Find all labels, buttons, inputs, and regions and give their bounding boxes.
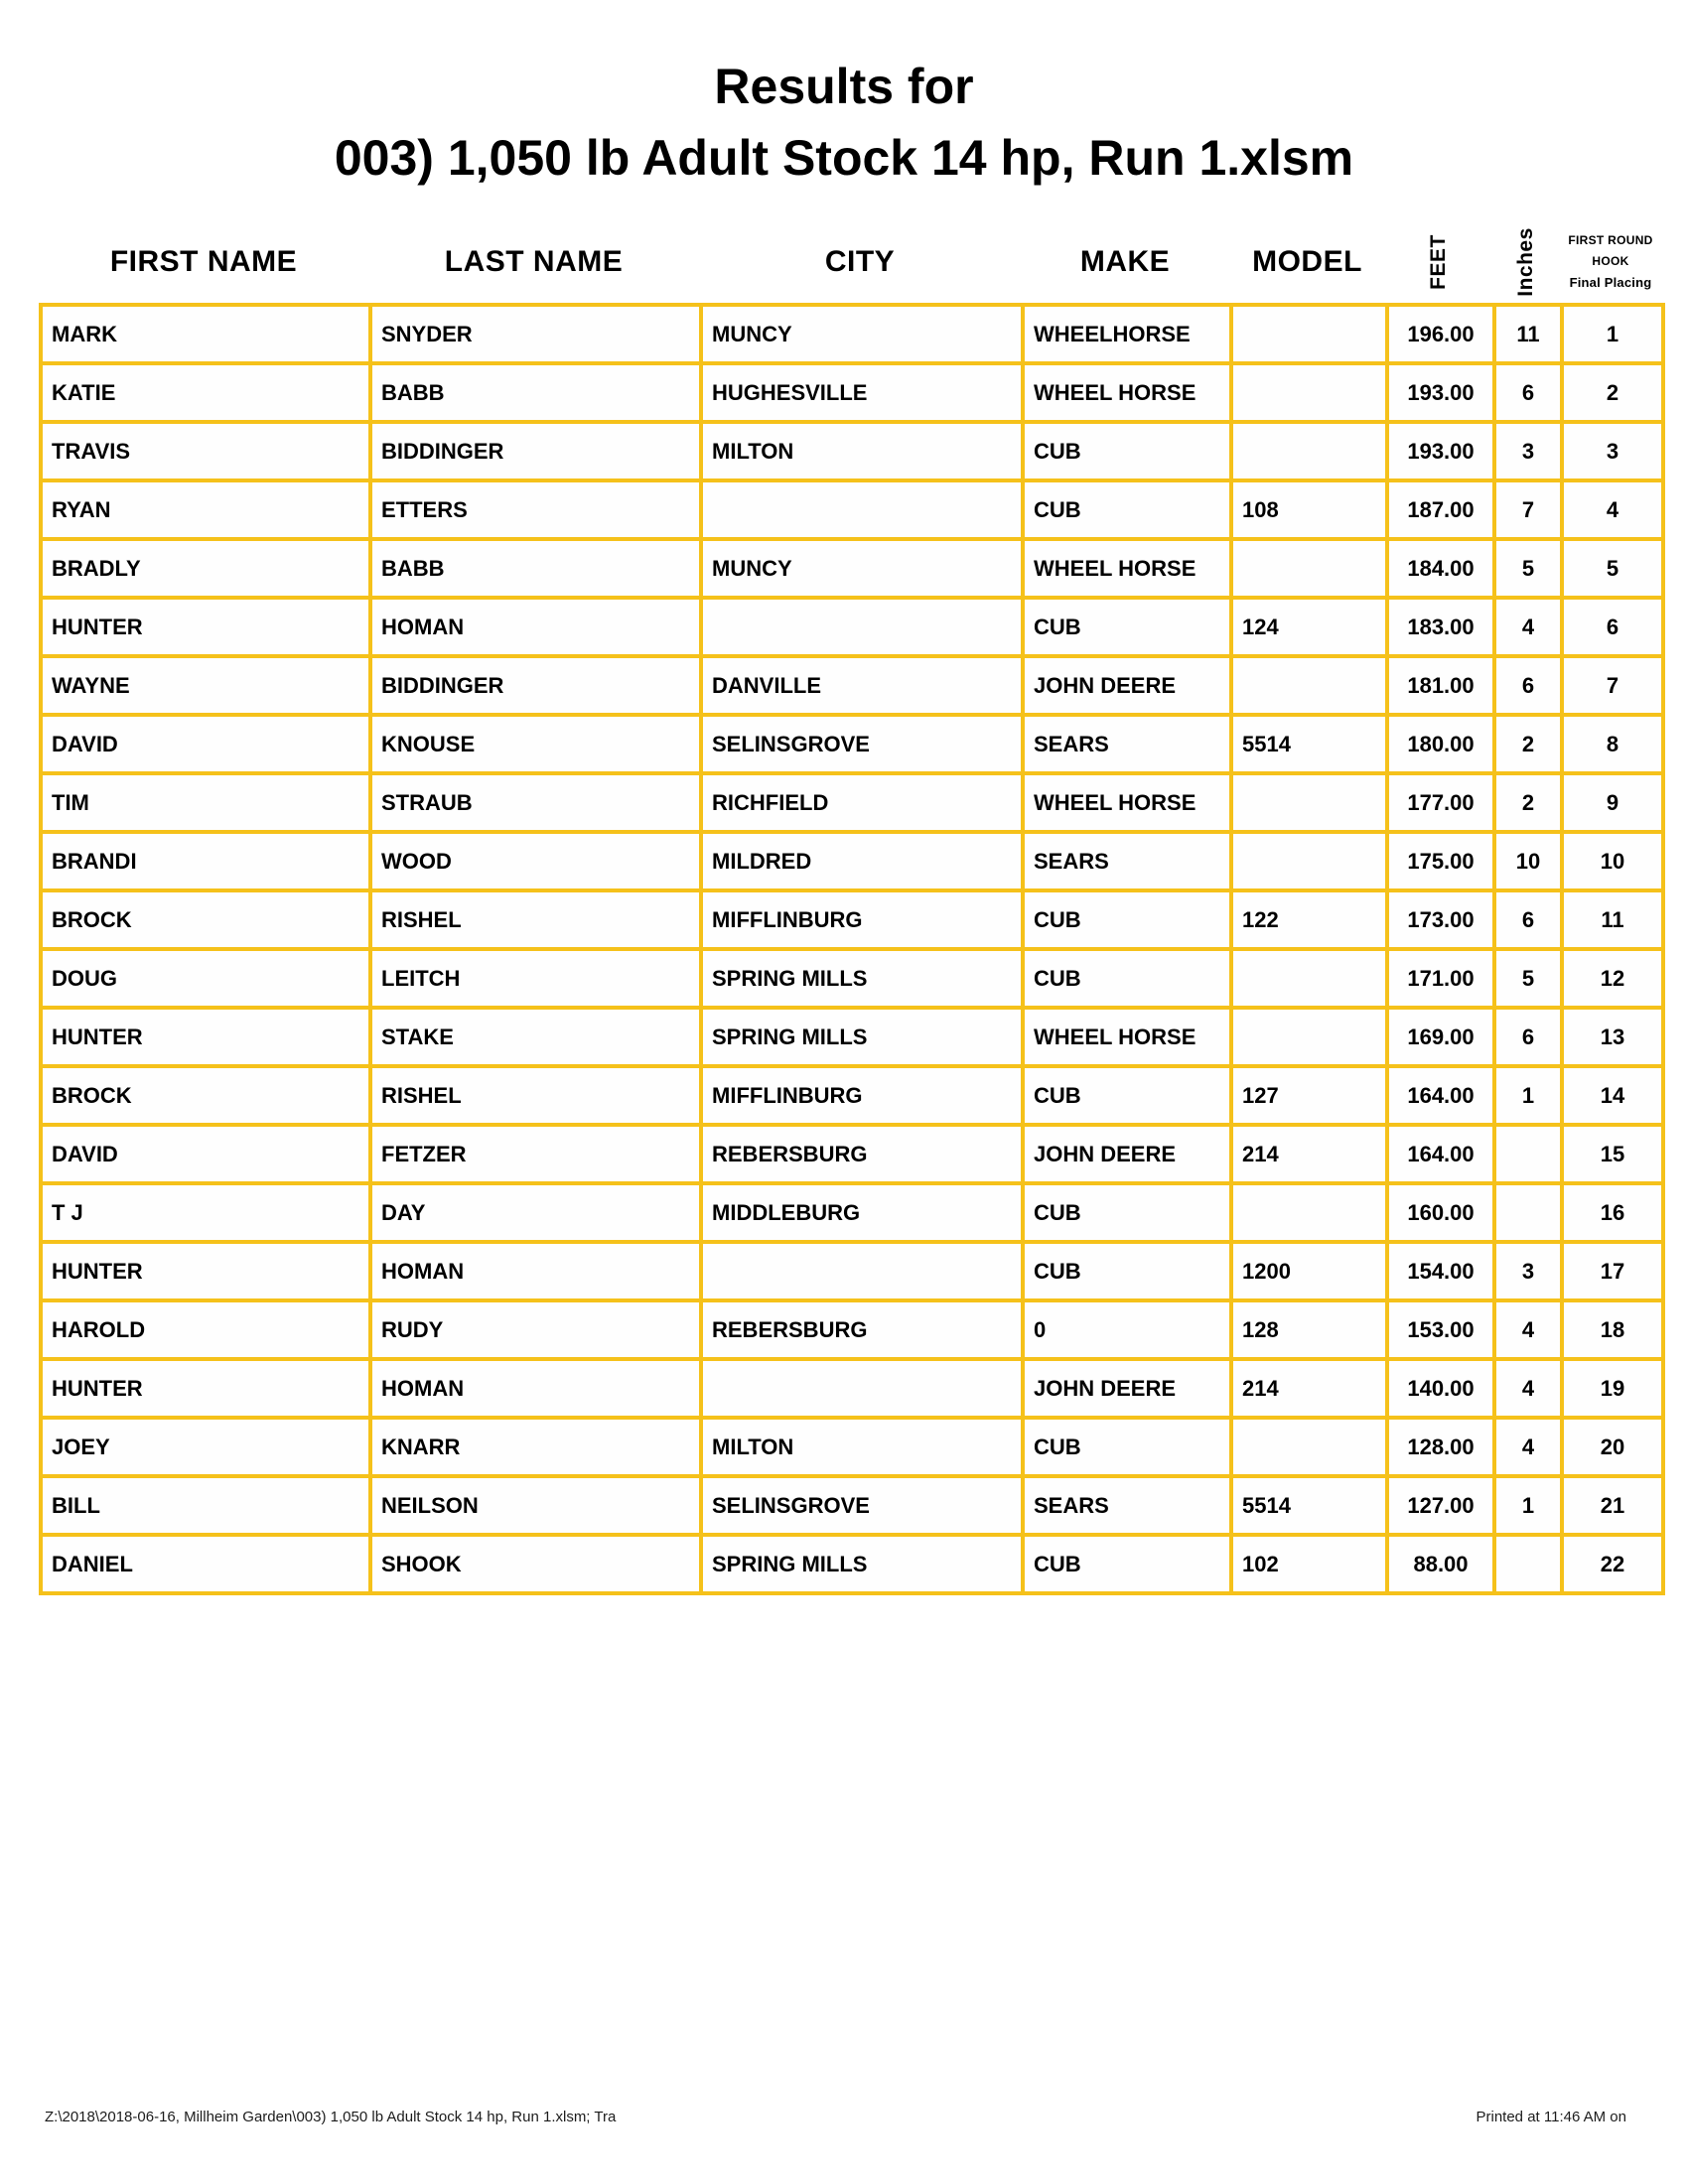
table-row bbox=[41, 832, 1663, 890]
cell-model: 1200 bbox=[1231, 1242, 1387, 1300]
cell-last-name: RUDY bbox=[370, 1300, 701, 1359]
cell-feet: 193.00 bbox=[1387, 422, 1494, 480]
cell-first-name: T J bbox=[41, 1183, 370, 1242]
cell-model bbox=[1231, 656, 1387, 715]
cell-first-name: BILL bbox=[41, 1476, 370, 1535]
cell-city: RICHFIELD bbox=[701, 773, 1023, 832]
cell-last-name: HOMAN bbox=[370, 1359, 701, 1418]
cell-make: SEARS bbox=[1023, 715, 1231, 773]
column-header-first-name: FIRST NAME bbox=[109, 244, 298, 278]
cell-inches: 11 bbox=[1494, 305, 1562, 363]
cell-last-name: RISHEL bbox=[370, 890, 701, 949]
cell-city: MIDDLEBURG bbox=[701, 1183, 1023, 1242]
cell-inches: 7 bbox=[1494, 480, 1562, 539]
cell-city: SPRING MILLS bbox=[701, 949, 1023, 1008]
cell-make: WHEELHORSE bbox=[1023, 305, 1231, 363]
table-row bbox=[41, 305, 1663, 363]
cell-feet: 164.00 bbox=[1387, 1125, 1494, 1183]
cell-city: HUGHESVILLE bbox=[701, 363, 1023, 422]
table-row bbox=[41, 1008, 1663, 1066]
table-row bbox=[41, 363, 1663, 422]
cell-model bbox=[1231, 773, 1387, 832]
cell-first-name: BROCK bbox=[41, 1066, 370, 1125]
cell-inches: 1 bbox=[1494, 1066, 1562, 1125]
cell-make: CUB bbox=[1023, 1418, 1231, 1476]
footer-printed-time: Printed at 11:46 AM on bbox=[1476, 2109, 1626, 2125]
cell-inches bbox=[1494, 1125, 1562, 1183]
cell-placing: 7 bbox=[1562, 656, 1663, 715]
page-title-line1: Results for bbox=[714, 59, 974, 114]
cell-model bbox=[1231, 305, 1387, 363]
cell-feet: 184.00 bbox=[1387, 539, 1494, 598]
cell-last-name: BIDDINGER bbox=[370, 422, 701, 480]
cell-last-name: WOOD bbox=[370, 832, 701, 890]
cell-inches: 5 bbox=[1494, 539, 1562, 598]
cell-placing: 10 bbox=[1562, 832, 1663, 890]
cell-make: CUB bbox=[1023, 598, 1231, 656]
cell-inches: 6 bbox=[1494, 890, 1562, 949]
cell-model bbox=[1231, 1183, 1387, 1242]
cell-make: 0 bbox=[1023, 1300, 1231, 1359]
cell-first-name: HUNTER bbox=[41, 1359, 370, 1418]
cell-feet: 140.00 bbox=[1387, 1359, 1494, 1418]
cell-model bbox=[1231, 363, 1387, 422]
table-row bbox=[41, 1242, 1663, 1300]
cell-placing: 6 bbox=[1562, 598, 1663, 656]
table-row bbox=[41, 1183, 1663, 1242]
cell-placing: 5 bbox=[1562, 539, 1663, 598]
cell-last-name: DAY bbox=[370, 1183, 701, 1242]
cell-first-name: BRANDI bbox=[41, 832, 370, 890]
cell-inches: 4 bbox=[1494, 1418, 1562, 1476]
cell-feet: 180.00 bbox=[1387, 715, 1494, 773]
table-row bbox=[41, 1125, 1663, 1183]
cell-city: REBERSBURG bbox=[701, 1125, 1023, 1183]
cell-last-name: LEITCH bbox=[370, 949, 701, 1008]
cell-feet: 127.00 bbox=[1387, 1476, 1494, 1535]
cell-inches: 1 bbox=[1494, 1476, 1562, 1535]
cell-model: 127 bbox=[1231, 1066, 1387, 1125]
cell-make: WHEEL HORSE bbox=[1023, 363, 1231, 422]
hook-header-line3: Final Placing bbox=[1569, 275, 1652, 290]
cell-make: WHEEL HORSE bbox=[1023, 539, 1231, 598]
cell-placing: 13 bbox=[1562, 1008, 1663, 1066]
cell-make: CUB bbox=[1023, 890, 1231, 949]
table-row bbox=[41, 1535, 1663, 1593]
cell-feet: 175.00 bbox=[1387, 832, 1494, 890]
cell-feet: 177.00 bbox=[1387, 773, 1494, 832]
results-table-body bbox=[41, 305, 1663, 1593]
cell-city: SELINSGROVE bbox=[701, 715, 1023, 773]
cell-inches: 4 bbox=[1494, 598, 1562, 656]
cell-city: MILTON bbox=[701, 1418, 1023, 1476]
cell-model bbox=[1231, 949, 1387, 1008]
cell-model: 128 bbox=[1231, 1300, 1387, 1359]
cell-placing: 19 bbox=[1562, 1359, 1663, 1418]
cell-make: CUB bbox=[1023, 1242, 1231, 1300]
column-header-city: CITY bbox=[824, 244, 896, 278]
cell-placing: 12 bbox=[1562, 949, 1663, 1008]
cell-first-name: WAYNE bbox=[41, 656, 370, 715]
table-row bbox=[41, 1476, 1663, 1535]
column-header-feet bbox=[1385, 220, 1492, 303]
cell-make: SEARS bbox=[1023, 1476, 1231, 1535]
cell-model bbox=[1231, 1008, 1387, 1066]
cell-last-name: ETTERS bbox=[370, 480, 701, 539]
table-row bbox=[41, 480, 1663, 539]
cell-model: 214 bbox=[1231, 1125, 1387, 1183]
cell-placing: 14 bbox=[1562, 1066, 1663, 1125]
cell-inches: 2 bbox=[1494, 715, 1562, 773]
column-header-make: MAKE bbox=[1079, 244, 1171, 278]
cell-inches bbox=[1494, 1183, 1562, 1242]
cell-feet: 193.00 bbox=[1387, 363, 1494, 422]
column-header-inches-label: Inches bbox=[1514, 226, 1537, 297]
cell-first-name: BROCK bbox=[41, 890, 370, 949]
hook-header-line1: FIRST ROUND bbox=[1568, 233, 1653, 247]
cell-city: MILDRED bbox=[701, 832, 1023, 890]
cell-last-name: BABB bbox=[370, 539, 701, 598]
cell-model bbox=[1231, 422, 1387, 480]
cell-model: 108 bbox=[1231, 480, 1387, 539]
cell-feet: 154.00 bbox=[1387, 1242, 1494, 1300]
column-header-feet-label: FEET bbox=[1426, 233, 1450, 290]
cell-last-name: STRAUB bbox=[370, 773, 701, 832]
table-row bbox=[41, 422, 1663, 480]
cell-inches: 4 bbox=[1494, 1300, 1562, 1359]
hook-header-line2: HOOK bbox=[1592, 254, 1629, 268]
cell-inches: 6 bbox=[1494, 1008, 1562, 1066]
cell-first-name: TRAVIS bbox=[41, 422, 370, 480]
cell-last-name: HOMAN bbox=[370, 598, 701, 656]
cell-placing: 16 bbox=[1562, 1183, 1663, 1242]
cell-first-name: HUNTER bbox=[41, 1008, 370, 1066]
cell-model bbox=[1231, 1418, 1387, 1476]
cell-inches: 3 bbox=[1494, 1242, 1562, 1300]
cell-city: MIFFLINBURG bbox=[701, 890, 1023, 949]
table-row bbox=[41, 1359, 1663, 1418]
table-row bbox=[41, 539, 1663, 598]
cell-inches: 6 bbox=[1494, 656, 1562, 715]
cell-inches bbox=[1494, 1535, 1562, 1593]
cell-model: 5514 bbox=[1231, 1476, 1387, 1535]
cell-first-name: DOUG bbox=[41, 949, 370, 1008]
cell-make: SEARS bbox=[1023, 832, 1231, 890]
cell-placing: 9 bbox=[1562, 773, 1663, 832]
cell-placing: 11 bbox=[1562, 890, 1663, 949]
cell-make: CUB bbox=[1023, 1066, 1231, 1125]
column-header-model: MODEL bbox=[1252, 244, 1362, 278]
cell-placing: 3 bbox=[1562, 422, 1663, 480]
cell-make: WHEEL HORSE bbox=[1023, 1008, 1231, 1066]
cell-placing: 20 bbox=[1562, 1418, 1663, 1476]
cell-first-name: DANIEL bbox=[41, 1535, 370, 1593]
cell-first-name: DAVID bbox=[41, 1125, 370, 1183]
cell-last-name: BABB bbox=[370, 363, 701, 422]
cell-feet: 181.00 bbox=[1387, 656, 1494, 715]
cell-first-name: KATIE bbox=[41, 363, 370, 422]
table-row bbox=[41, 598, 1663, 656]
cell-first-name: HUNTER bbox=[41, 598, 370, 656]
cell-make: WHEEL HORSE bbox=[1023, 773, 1231, 832]
cell-first-name: RYAN bbox=[41, 480, 370, 539]
cell-last-name: NEILSON bbox=[370, 1476, 701, 1535]
cell-inches: 3 bbox=[1494, 422, 1562, 480]
cell-city: REBERSBURG bbox=[701, 1300, 1023, 1359]
cell-placing: 17 bbox=[1562, 1242, 1663, 1300]
cell-first-name: DAVID bbox=[41, 715, 370, 773]
cell-feet: 187.00 bbox=[1387, 480, 1494, 539]
cell-inches: 5 bbox=[1494, 949, 1562, 1008]
cell-last-name: SNYDER bbox=[370, 305, 701, 363]
cell-model: 102 bbox=[1231, 1535, 1387, 1593]
cell-model bbox=[1231, 832, 1387, 890]
cell-inches: 6 bbox=[1494, 363, 1562, 422]
table-row bbox=[41, 1066, 1663, 1125]
cell-first-name: JOEY bbox=[41, 1418, 370, 1476]
cell-feet: 173.00 bbox=[1387, 890, 1494, 949]
cell-inches: 2 bbox=[1494, 773, 1562, 832]
cell-last-name: BIDDINGER bbox=[370, 656, 701, 715]
cell-placing: 1 bbox=[1562, 305, 1663, 363]
cell-feet: 169.00 bbox=[1387, 1008, 1494, 1066]
cell-model: 214 bbox=[1231, 1359, 1387, 1418]
cell-first-name: TIM bbox=[41, 773, 370, 832]
cell-feet: 171.00 bbox=[1387, 949, 1494, 1008]
cell-make: JOHN DEERE bbox=[1023, 1125, 1231, 1183]
cell-city: MUNCY bbox=[701, 539, 1023, 598]
cell-feet: 196.00 bbox=[1387, 305, 1494, 363]
table-header-row bbox=[39, 220, 1661, 303]
results-table bbox=[39, 303, 1665, 1595]
cell-city: SELINSGROVE bbox=[701, 1476, 1023, 1535]
cell-first-name: HAROLD bbox=[41, 1300, 370, 1359]
column-header-last-name: LAST NAME bbox=[444, 244, 624, 278]
table-row bbox=[41, 656, 1663, 715]
table-row bbox=[41, 1418, 1663, 1476]
cell-city: MIFFLINBURG bbox=[701, 1066, 1023, 1125]
footer-file-path: Z:\2018\2018-06-16, Millheim Garden\003) 1,050 lb Adult Stock 14 hp, Run 1.xlsm; Tra bbox=[45, 2109, 617, 2125]
column-header-hook bbox=[1560, 220, 1661, 303]
cell-feet: 128.00 bbox=[1387, 1418, 1494, 1476]
cell-inches: 10 bbox=[1494, 832, 1562, 890]
cell-make: CUB bbox=[1023, 949, 1231, 1008]
cell-make: CUB bbox=[1023, 1535, 1231, 1593]
cell-make: CUB bbox=[1023, 480, 1231, 539]
cell-first-name: MARK bbox=[41, 305, 370, 363]
cell-last-name: KNOUSE bbox=[370, 715, 701, 773]
cell-city: DANVILLE bbox=[701, 656, 1023, 715]
cell-make: CUB bbox=[1023, 1183, 1231, 1242]
cell-city: MUNCY bbox=[701, 305, 1023, 363]
cell-last-name: KNARR bbox=[370, 1418, 701, 1476]
table-row bbox=[41, 890, 1663, 949]
cell-inches: 4 bbox=[1494, 1359, 1562, 1418]
cell-placing: 8 bbox=[1562, 715, 1663, 773]
cell-city bbox=[701, 1359, 1023, 1418]
cell-last-name: RISHEL bbox=[370, 1066, 701, 1125]
cell-feet: 153.00 bbox=[1387, 1300, 1494, 1359]
cell-city: SPRING MILLS bbox=[701, 1535, 1023, 1593]
cell-model: 124 bbox=[1231, 598, 1387, 656]
cell-make: CUB bbox=[1023, 422, 1231, 480]
cell-first-name: BRADLY bbox=[41, 539, 370, 598]
cell-last-name: STAKE bbox=[370, 1008, 701, 1066]
cell-last-name: SHOOK bbox=[370, 1535, 701, 1593]
cell-city bbox=[701, 480, 1023, 539]
cell-model: 5514 bbox=[1231, 715, 1387, 773]
cell-make: JOHN DEERE bbox=[1023, 656, 1231, 715]
cell-model: 122 bbox=[1231, 890, 1387, 949]
cell-feet: 164.00 bbox=[1387, 1066, 1494, 1125]
cell-model bbox=[1231, 539, 1387, 598]
cell-placing: 21 bbox=[1562, 1476, 1663, 1535]
cell-placing: 2 bbox=[1562, 363, 1663, 422]
cell-city: SPRING MILLS bbox=[701, 1008, 1023, 1066]
cell-placing: 22 bbox=[1562, 1535, 1663, 1593]
cell-city: MILTON bbox=[701, 422, 1023, 480]
table-row bbox=[41, 773, 1663, 832]
column-header-inches bbox=[1492, 220, 1560, 303]
table-row bbox=[41, 949, 1663, 1008]
cell-city bbox=[701, 598, 1023, 656]
page-title-line2: 003) 1,050 lb Adult Stock 14 hp, Run 1.xlsm bbox=[334, 130, 1354, 186]
cell-placing: 15 bbox=[1562, 1125, 1663, 1183]
table-row bbox=[41, 1300, 1663, 1359]
cell-last-name: HOMAN bbox=[370, 1242, 701, 1300]
cell-first-name: HUNTER bbox=[41, 1242, 370, 1300]
cell-placing: 4 bbox=[1562, 480, 1663, 539]
cell-feet: 88.00 bbox=[1387, 1535, 1494, 1593]
cell-last-name: FETZER bbox=[370, 1125, 701, 1183]
cell-feet: 183.00 bbox=[1387, 598, 1494, 656]
cell-make: JOHN DEERE bbox=[1023, 1359, 1231, 1418]
cell-city bbox=[701, 1242, 1023, 1300]
cell-placing: 18 bbox=[1562, 1300, 1663, 1359]
table-row bbox=[41, 715, 1663, 773]
cell-feet: 160.00 bbox=[1387, 1183, 1494, 1242]
